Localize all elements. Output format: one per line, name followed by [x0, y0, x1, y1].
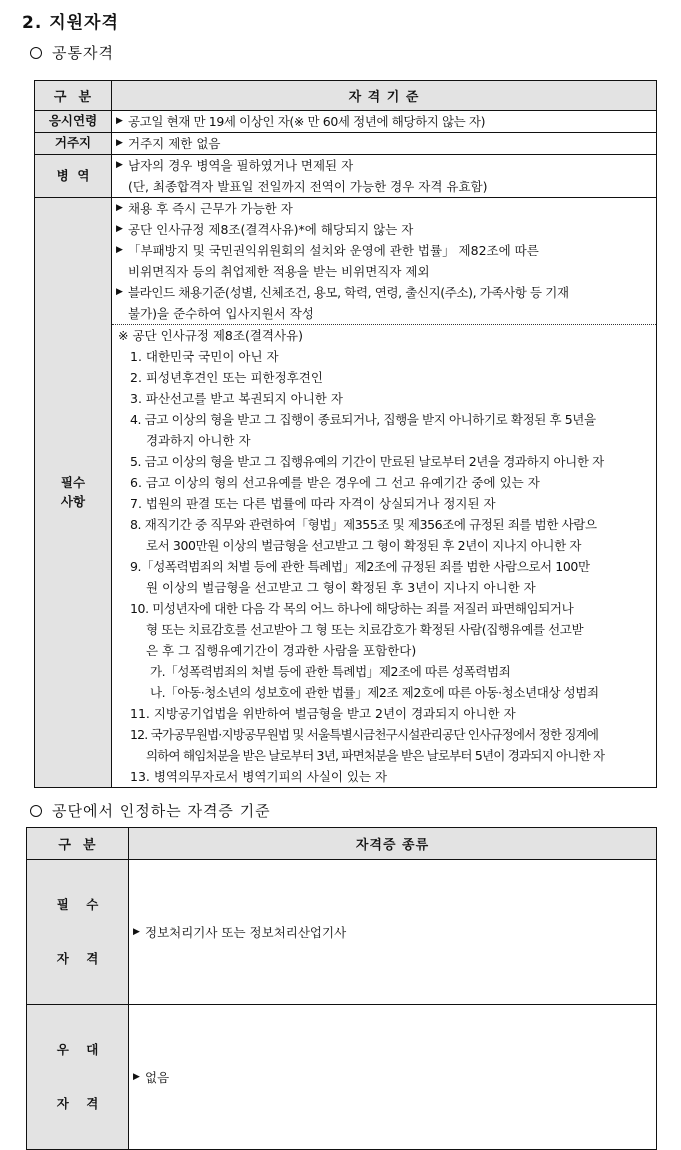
req-item: 비위면직자 등의 취업제한 적용을 받는 비위면직자 제외: [128, 264, 430, 279]
residence-text: 거주지 제한 없음: [128, 136, 221, 151]
note-item: 2. 피성년후견인 또는 피한정후견인: [130, 370, 323, 385]
req-item: 블라인드 채용기준(성별, 신체조건, 용모, 학력, 연령, 출신지(주소), 가족사항 등 기재: [128, 285, 569, 300]
label-military: 병 역: [35, 155, 112, 198]
cert-col-header-category: 구 분: [27, 828, 129, 860]
note-item: 원 이상의 벌금형을 선고받고 그 형이 확정된 후 3년이 지나지 아니한 자: [146, 580, 536, 595]
triangle-right-icon: ▶: [116, 287, 123, 297]
req-item: 공단 인사규정 제8조(결격사유)*에 해당되지 않는 자: [128, 222, 414, 237]
triangle-right-icon: ▶: [133, 1071, 140, 1082]
military-text-1: 남자의 경우 병역을 필하였거나 면제된 자: [128, 158, 354, 173]
triangle-right-icon: ▶: [116, 138, 123, 148]
note-item: 9.「성폭력범죄의 처벌 등에 관한 특례법」제2조에 규정된 죄를 범한 사람으로서 100만: [130, 559, 590, 574]
triangle-right-icon: ▶: [116, 116, 123, 126]
label-residence: 거주지: [35, 133, 112, 155]
note-item: 3. 파산선고를 받고 복권되지 아니한 자: [130, 391, 343, 406]
cert-preferred-text: 없음: [145, 1069, 170, 1085]
triangle-right-icon: ▶: [116, 245, 123, 255]
cert-table: [26, 827, 657, 1150]
note-item: 1. 대한민국 국민이 아닌 자: [130, 349, 279, 364]
note-item: 8. 재직기간 중 직무와 관련하여「형법」제355조 및 제356조에 규정된 죄를 범한 사람으: [130, 517, 597, 532]
note-item: 5. 금고 이상의 형을 받고 그 집행유예의 기간이 만료된 날로부터 2년을 경과하지 아니한 자: [130, 454, 604, 469]
label-required-2: 사항: [60, 493, 86, 509]
note-item: 7. 법원의 판결 또는 다른 법률에 따라 자격이 상실되거나 정지된 자: [130, 496, 496, 511]
triangle-right-icon: ▶: [133, 926, 140, 937]
section-title: 2. 지원자격: [22, 13, 119, 33]
circle-icon: [30, 47, 42, 59]
note-item: 4. 금고 이상의 형을 받고 그 집행이 종료되거나, 집행을 받지 아니하기로 확정된 후 5년을: [130, 412, 596, 427]
note-item: 10. 미성년자에 대한 다음 각 목의 어느 하나에 해당하는 죄를 저질러 파면해임되거나: [130, 601, 574, 616]
cert-heading-text: 공단에서 인정하는 자격증 기준: [52, 802, 271, 820]
common-heading: [30, 42, 114, 63]
col-header-category: 구 분: [35, 81, 112, 111]
note-item: 경과하지 아니한 자: [146, 433, 251, 448]
note-item: 은 후 그 집행유예기간이 경과한 사람을 포함한다): [146, 643, 417, 658]
triangle-right-icon: ▶: [116, 224, 123, 234]
req-item: 「부패방지 및 국민권익위원회의 설치와 운영에 관한 법률」 제82조에 따른: [128, 243, 539, 258]
common-heading-text: 공통자격: [52, 44, 114, 62]
row-residence: [35, 133, 657, 155]
label-required: [35, 198, 112, 788]
note-item: 11. 지방공기업법을 위반하여 벌금형을 받고 2년이 경과되지 아니한 자: [130, 706, 516, 721]
row-required: [35, 198, 657, 788]
note-item: 13. 병역의무자로서 병역기피의 사실이 있는 자: [130, 769, 388, 784]
cert-heading: [30, 800, 271, 821]
military-text-2: (단, 최종합격자 발표일 전일까지 전역이 가능한 경우 자격 유효함): [128, 179, 488, 194]
col-header-criteria: 자 격 기 준: [112, 81, 657, 111]
note-item: 형 또는 치료감호를 선고받아 그 형 또는 치료감호가 확정된 사람(집행유예를 선고받: [146, 622, 584, 637]
disqualification-note: [112, 324, 656, 787]
row-military: [35, 155, 657, 198]
triangle-right-icon: ▶: [116, 160, 123, 170]
row-age: [35, 111, 657, 133]
label-cert-preferred: 우 대 자 격: [27, 1005, 129, 1150]
label-age: 응시연령: [35, 111, 112, 133]
row-cert-preferred: [27, 1005, 657, 1150]
row-cert-required: [27, 860, 657, 1005]
note-item: 의하여 해임처분을 받은 날로부터 3년, 파면처분을 받은 날로부터 5년이 경과되지 아니한 자: [146, 748, 605, 763]
note-item: 로서 300만원 이상의 벌금형을 선고받고 그 형이 확정된 후 2년이 지나지 아니한 자: [146, 538, 582, 553]
cert-required-text: 정보처리기사 또는 정보처리산업기사: [145, 924, 347, 940]
label-cert-required: 필 수 자 격: [27, 860, 129, 1005]
note-title: ※ 공단 인사규정 제8조(결격사유): [118, 328, 304, 343]
req-item: 불가)을 준수하여 입사지원서 작성: [128, 306, 314, 321]
circle-icon: [30, 805, 42, 817]
common-qualification-table: [34, 80, 657, 788]
note-item: 6. 금고 이상의 형의 선고유예를 받은 경우에 그 선고 유예기간 중에 있는 자: [130, 475, 540, 490]
label-required-1: 필수: [60, 475, 86, 491]
cert-col-header-type: 자격증 종류: [129, 828, 657, 860]
note-item: 12. 국가공무원법·지방공무원법 및 서울특별시금천구시설관리공단 인사규정에서 정한 징계에: [130, 727, 599, 742]
note-subitem: 나.「아동·청소년의 성보호에 관한 법률」제2조 제2호에 따른 아동·청소년대상 성범죄: [150, 685, 599, 700]
triangle-right-icon: ▶: [116, 203, 123, 213]
req-item: 채용 후 즉시 근무가 가능한 자: [128, 201, 293, 216]
age-text: 공고일 현재 만 19세 이상인 자(※ 만 60세 정년에 해당하지 않는 자): [128, 114, 486, 129]
note-subitem: 가.「성폭력범죄의 처벌 등에 관한 특례법」제2조에 따른 성폭력범죄: [150, 664, 511, 679]
